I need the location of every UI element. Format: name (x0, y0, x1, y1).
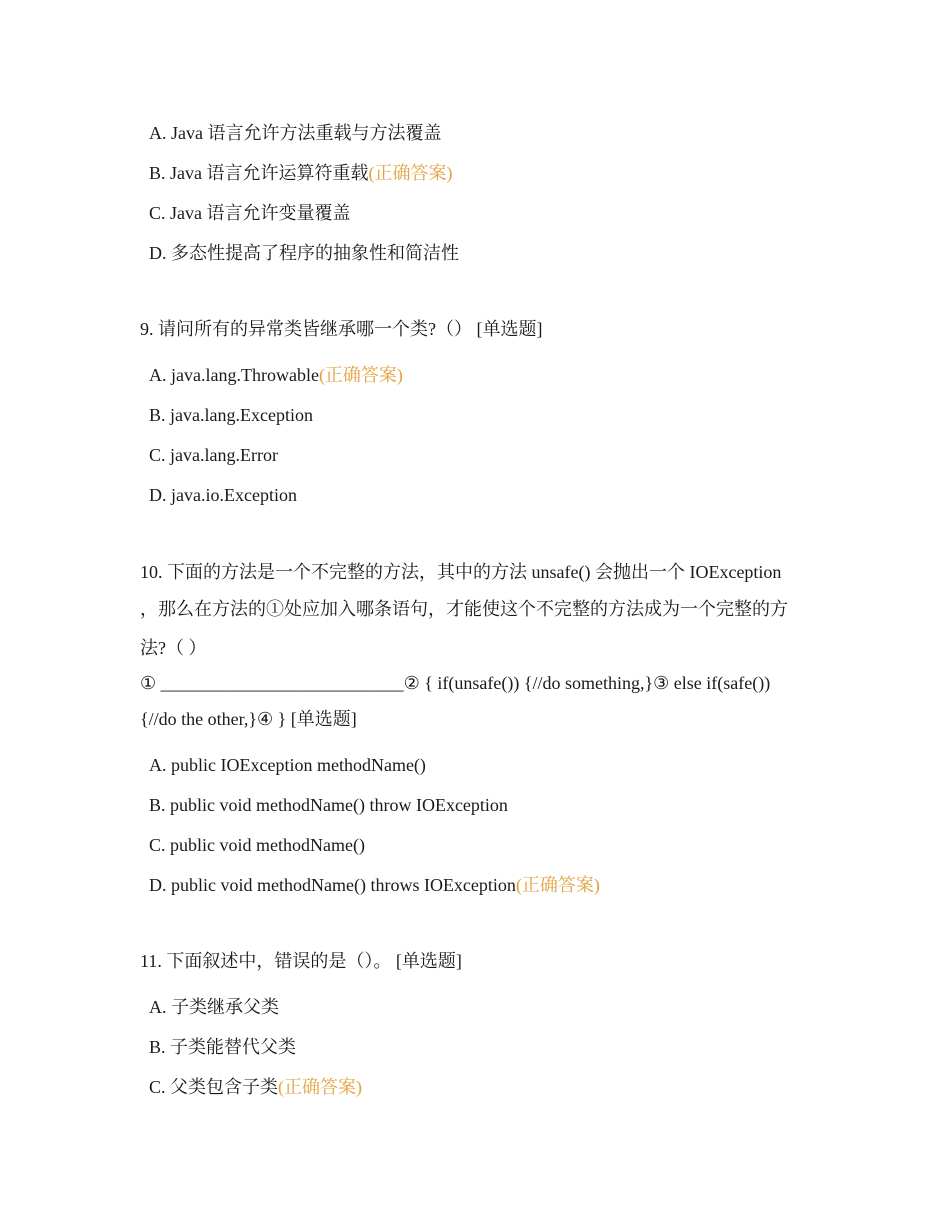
option-b: B. 子类能替代父类 (149, 1037, 297, 1057)
question-10-code-line: {//do the other,}④ } [单选题] (140, 709, 357, 729)
question-10-title-line: ，那么在方法的①处应加入哪条语句，才能使这个不完整的方法成为一个完整的方 (140, 599, 788, 619)
option-b: B. Java 语言允许运算符重载(正确答案) (149, 163, 453, 183)
option-a: A. java.lang.Throwable(正确答案) (149, 365, 403, 385)
option-a: A. public IOException methodName() (149, 755, 426, 775)
question-9-title: 9. 请问所有的异常类皆继承哪一个类?（） [单选题] (140, 319, 543, 339)
correct-answer-mark: (正确答案) (368, 163, 453, 183)
question-11-title: 11. 下面叙述中，错误的是（）。 [单选题] (140, 951, 462, 971)
option-d: D. java.io.Exception (149, 485, 297, 505)
question-10-title-line: 10. 下面的方法是一个不完整的方法，其中的方法 unsafe() 会抛出一个 IOException (140, 562, 782, 582)
correct-answer-mark: (正确答案) (318, 365, 403, 385)
correct-answer-mark: (正确答案) (278, 1077, 363, 1097)
option-b: B. java.lang.Exception (149, 405, 313, 425)
correct-answer-mark: (正确答案) (515, 875, 600, 895)
option-a: A. 子类继承父类 (149, 997, 279, 1017)
option-b: B. public void methodName() throw IOException (149, 795, 508, 815)
option-a: A. Java 语言允许方法重载与方法覆盖 (149, 123, 442, 143)
question-10-title-line: 法?（ ） (140, 638, 207, 658)
option-c: C. 父类包含子类(正确答案) (149, 1077, 363, 1097)
option-c: C. Java 语言允许变量覆盖 (149, 203, 351, 223)
option-c: C. java.lang.Error (149, 445, 278, 465)
option-c: C. public void methodName() (149, 835, 365, 855)
question-10-code-line: ① ___________________________② { if(unsafe()) {//do something,}③ else if(safe()) (140, 673, 771, 693)
option-d: D. public void methodName() throws IOException(正确答案) (149, 875, 600, 895)
option-d: D. 多态性提高了程序的抽象性和简洁性 (149, 243, 459, 263)
